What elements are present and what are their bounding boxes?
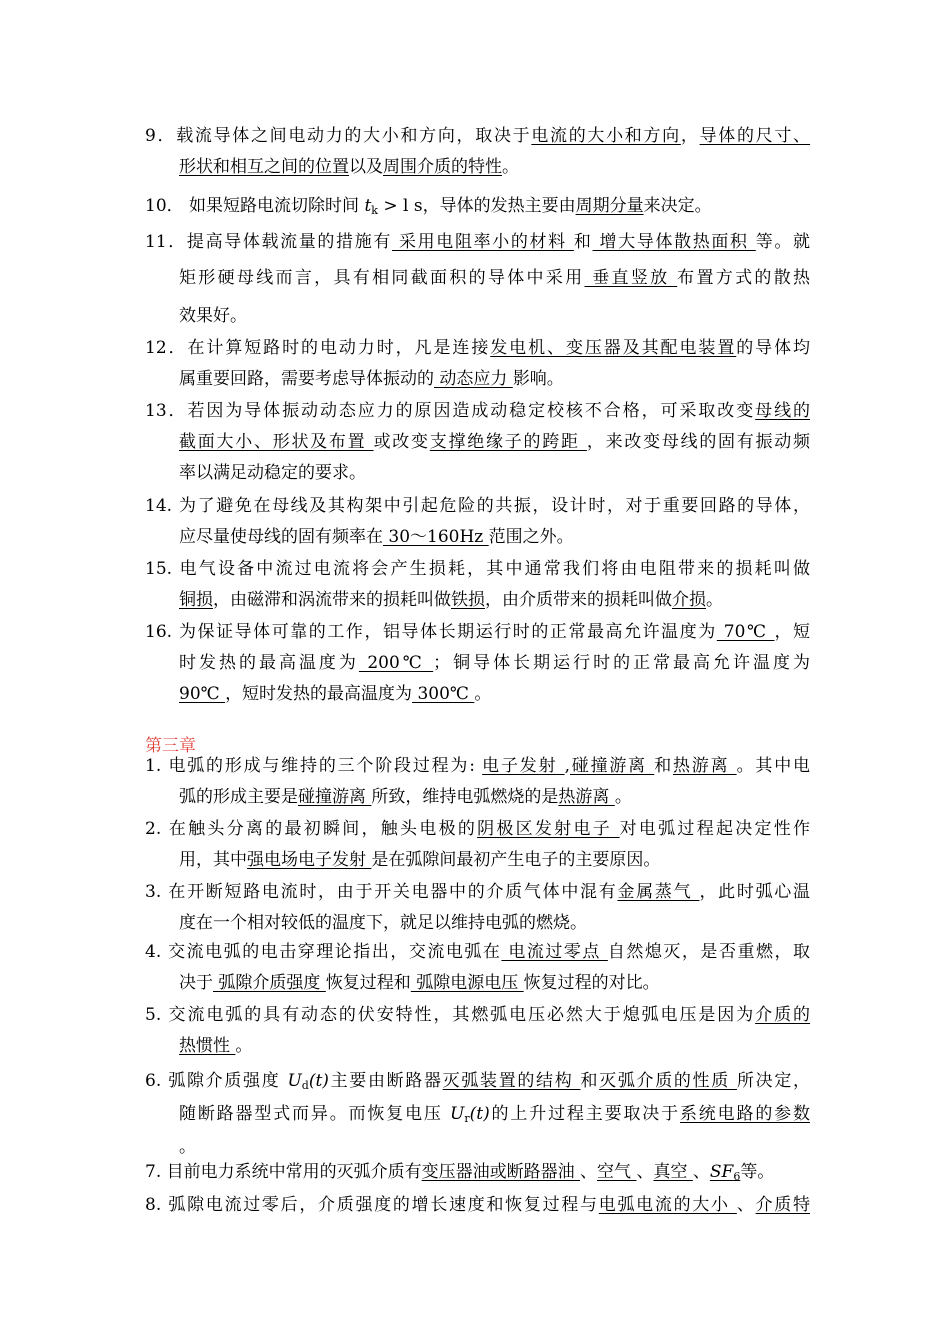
text: 、 <box>580 1162 598 1182</box>
text: 影响。 <box>512 369 564 389</box>
text: 电气设备中流过电流将会产生损耗，其中通常我们将由电阻带来的损耗叫做 <box>172 559 810 579</box>
answer: 300℃ <box>412 684 475 704</box>
text: 范围之外。 <box>488 527 574 547</box>
question-15 <box>145 554 810 616</box>
text: 随断路器型式而异。而恢复电压 <box>179 1104 451 1124</box>
text: 等。 <box>740 1162 775 1182</box>
answer: 增大导体散热面积 <box>592 232 756 252</box>
answer: 阴极区发射电子 <box>477 819 620 839</box>
text: 若因为导体振动动态应力的原因造成动稳定校核不合格，可采取改变 <box>187 401 756 421</box>
question-11 <box>145 226 810 335</box>
text: 为了避免在母线及其构架中引起危险的共振，设计时，对于重要回路的导体， <box>172 496 810 516</box>
math-variable: U <box>450 1104 465 1124</box>
math-argument: (t) <box>469 1104 490 1124</box>
answer: 200℃ <box>358 653 434 673</box>
answer: 灭弧介质的性质 <box>599 1071 737 1091</box>
answer: 截面大小、形状及布置 <box>179 432 374 452</box>
answer: 电弧电流的大小 <box>598 1195 737 1215</box>
text: 、 <box>636 1162 654 1182</box>
text: 以及 <box>349 157 383 177</box>
answer: 垂直竖放 <box>584 268 678 288</box>
chapter3-item-3 <box>145 877 810 939</box>
answer: 动态应力 <box>434 369 513 389</box>
text: 和 <box>580 1071 600 1091</box>
answer: 介质的 <box>755 1005 811 1025</box>
answer: 电子发射 <box>482 756 565 776</box>
chapter3-item-1 <box>145 751 810 813</box>
text: , <box>564 756 570 776</box>
text: ，此时弧心温 <box>699 882 811 902</box>
answer: 热游离 <box>673 756 737 776</box>
chapter3-item-6 <box>145 1065 810 1162</box>
text: 的导体均 <box>736 338 811 358</box>
answer: 形状和相互之间的位置 <box>179 157 349 177</box>
answer: 铜损 <box>179 590 213 610</box>
math-subscript: r <box>464 1112 470 1125</box>
text: 度在一个相对较低的温度下，就足以维持电弧的燃烧。 <box>179 913 587 933</box>
answer: 弧隙介质强度 <box>213 973 326 993</box>
chapter3-item-2 <box>145 814 810 876</box>
text: 弧隙电流过零后，介质强度的增长速度和恢复过程与 <box>161 1195 599 1215</box>
math-subscript: 6 <box>733 1170 741 1183</box>
chapter-heading: 第三章 <box>145 736 196 756</box>
math-condition: > l s <box>377 196 423 216</box>
answer: 周期分量 <box>575 196 644 216</box>
text: 应尽量使母线的固有频率在 <box>179 527 383 547</box>
text: 交流电弧的电击穿理论指出，交流电弧在 <box>161 942 502 962</box>
math-subscript: k <box>371 204 378 217</box>
question-number: 6. <box>145 1071 162 1091</box>
chapter3-item-7 <box>145 1157 810 1188</box>
question-number: 9． <box>145 126 177 146</box>
text: 提高导体载流量的措施有 <box>186 232 392 252</box>
answer: 介质特 <box>755 1195 811 1215</box>
text: 矩形硬母线而言，具有相同截面积的导体中采用 <box>179 268 585 288</box>
text: 决于 <box>179 973 213 993</box>
answer: 发电机、变压器及其配电装置 <box>490 338 737 358</box>
question-9 <box>145 121 810 183</box>
question-13 <box>145 396 810 489</box>
question-number: 4. <box>145 942 162 962</box>
question-14 <box>145 491 810 553</box>
answer: 碰撞游离 <box>298 787 372 807</box>
text: ， <box>680 126 700 146</box>
text: 。 <box>502 157 519 177</box>
text: 恢复过程的对比。 <box>523 973 660 993</box>
text: 布置方式的散热 <box>677 268 811 288</box>
answer: 介损 <box>672 590 706 610</box>
text: 时发热的最高温度为 <box>179 653 359 673</box>
text: 。 <box>474 684 492 704</box>
text: 和 <box>573 232 593 252</box>
answer: 铁损 <box>451 590 485 610</box>
text: 。 <box>614 787 632 807</box>
text: 属重要回路，需要考虑导体振动的 <box>179 369 434 389</box>
text: 弧的形成主要是 <box>179 787 298 807</box>
answer: 弧隙电源电压 <box>410 973 524 993</box>
answer: 母线的 <box>755 401 811 421</box>
math-variable: U <box>287 1071 302 1091</box>
answer: 周围介质的特性 <box>383 157 502 177</box>
text: 如果短路电流切除时间 <box>183 196 365 216</box>
text: 主要由断路器 <box>328 1071 443 1091</box>
question-number: 10． <box>145 196 184 216</box>
text: 交流电弧的具有动态的伏安特性，其燃弧电压必然大于熄弧电压是因为 <box>161 1005 756 1025</box>
answer: 90℃ <box>179 684 226 704</box>
text: 等。就 <box>755 232 811 252</box>
text: 在计算短路时的电动力时，凡是连接 <box>187 338 491 358</box>
text: 。其中电 <box>736 756 811 776</box>
text: 载流导体之间电动力的大小和方向，取决于 <box>176 126 532 146</box>
question-number: 8. <box>145 1195 162 1215</box>
text: ，短 <box>774 622 810 642</box>
answer: 空气 <box>597 1162 637 1182</box>
question-number: 16. <box>145 622 173 642</box>
text: 在开断短路电流时，由于开关电器中的介质气体中混有 <box>161 882 618 902</box>
text: 、 <box>692 1162 710 1182</box>
answer: 变压器油或断路器油 <box>421 1162 581 1182</box>
question-number: 14. <box>145 496 173 516</box>
question-number: 1. <box>145 756 162 776</box>
text: ；铜导体长期运行时的正常最高允许温度为 <box>433 653 811 673</box>
question-number: 13． <box>145 401 188 421</box>
answer: 30～160Hz <box>383 527 489 547</box>
answer: 热惯性 <box>179 1036 236 1056</box>
question-number: 12． <box>145 338 188 358</box>
question-12 <box>145 333 810 395</box>
text: 目前电力系统中常用的灭弧介质有 <box>161 1162 422 1182</box>
answer: 热游离 <box>558 787 615 807</box>
answer: 电流过零点 <box>501 942 608 962</box>
answer: 碰撞游离 <box>569 756 655 776</box>
answer: 灭弧装置的结构 <box>442 1071 581 1091</box>
answer: 电流的大小和方向 <box>531 126 681 146</box>
math-argument: (t) <box>308 1071 329 1091</box>
question-16 <box>145 617 810 710</box>
text: 弧隙介质强度 <box>161 1071 288 1091</box>
text: 的上升过程主要取决于 <box>489 1104 680 1124</box>
text: ，由磁滞和涡流带来的损耗叫做 <box>213 590 451 610</box>
answer: 真空 <box>653 1162 693 1182</box>
question-number: 11． <box>145 232 187 252</box>
text: 。 <box>706 590 723 610</box>
answer <box>710 1162 740 1182</box>
text: 效果好。 <box>179 306 247 326</box>
text: 自然熄灭，是否重燃，取 <box>607 942 811 962</box>
chapter3-item-5 <box>145 1000 810 1062</box>
text: ，由介质带来的损耗叫做 <box>485 590 672 610</box>
text: 电弧的形成与维持的三个阶段过程为: <box>161 756 483 776</box>
question-number: 3. <box>145 882 162 902</box>
answer: 支撑绝缘子的跨距 <box>429 432 587 452</box>
question-number: 5. <box>145 1005 162 1025</box>
question-number: 15. <box>145 559 173 579</box>
text: 来决定。 <box>643 196 712 216</box>
text: 对电弧过程起决定性作 <box>619 819 811 839</box>
answer: 采用电阻率小的材料 <box>391 232 574 252</box>
chapter3-item-8 <box>145 1190 810 1221</box>
text: 。 <box>179 1137 196 1157</box>
text: ，来改变母线的固有振动频 <box>586 432 811 452</box>
answer: 系统电路的参数 <box>679 1104 811 1124</box>
answer: 70℃ <box>716 622 775 642</box>
chapter3-item-4 <box>145 937 810 999</box>
answer: 强电场电子发射 <box>247 850 372 870</box>
text: 。 <box>235 1036 253 1056</box>
text: 为保证导体可靠的工作，铝导体长期运行时的正常最高允许温度为 <box>172 622 717 642</box>
text: 所致，维持电弧燃烧的是 <box>371 787 559 807</box>
text: ，短时发热的最高温度为 <box>225 684 413 704</box>
text: 或改变 <box>373 432 430 452</box>
question-10 <box>145 191 810 222</box>
text: 和 <box>654 756 673 776</box>
text: 率以满足动稳定的要求。 <box>179 463 366 483</box>
answer: 金属蒸气 <box>617 882 700 902</box>
text: 所决定， <box>736 1071 811 1091</box>
text: 是在弧隙间最初产生电子的主要原因。 <box>371 850 661 870</box>
text: 在触头分离的最初瞬间，触头电极的 <box>161 819 478 839</box>
math-subscript: d <box>301 1079 309 1092</box>
math-variable: SF <box>709 1162 734 1182</box>
math-variable: t <box>364 196 372 216</box>
text: ，导体的发热主要由 <box>422 196 576 216</box>
answer: 导体的尺寸、 <box>699 126 811 146</box>
text: 用，其中 <box>179 850 247 870</box>
text: 、 <box>736 1195 756 1215</box>
question-number: 2. <box>145 819 162 839</box>
text: 恢复过程和 <box>325 973 411 993</box>
question-number: 7. <box>145 1162 162 1182</box>
